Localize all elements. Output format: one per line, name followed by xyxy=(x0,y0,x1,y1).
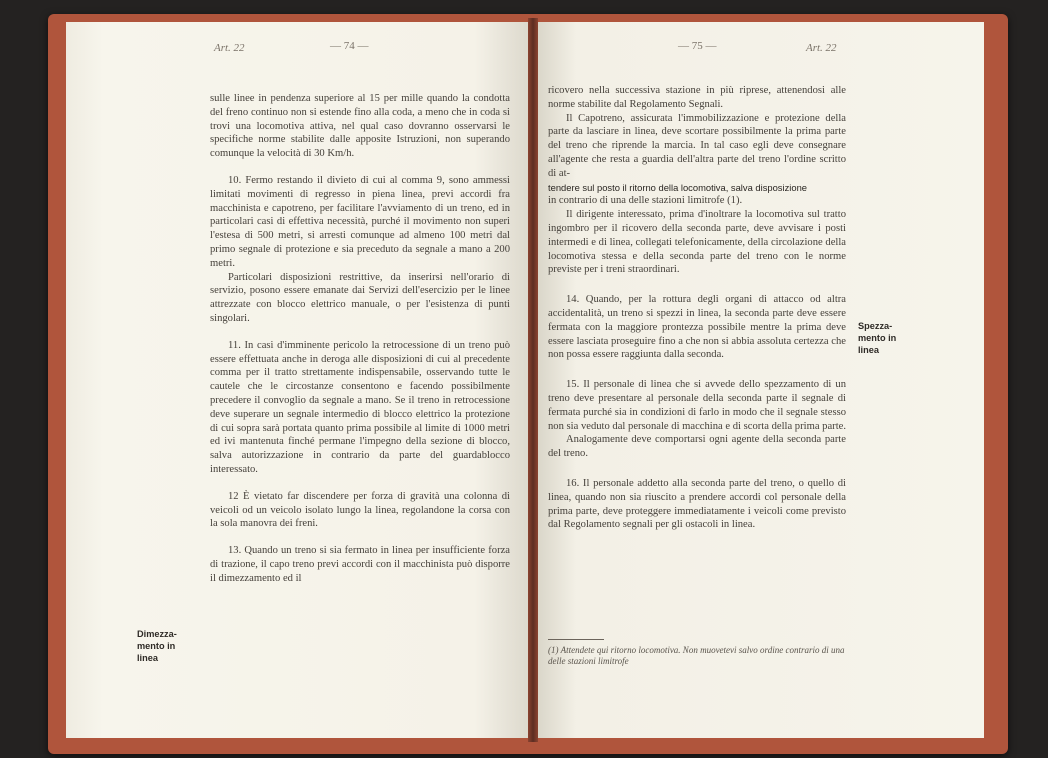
left-paragraph: sulle linee in pendenza superiore al 15 per mille quando la condotta del freno continuo non si estende fino alla coda, a meno che in coda si trovi una locomotiva attiva, nel qual caso dovranno osservarsi le specifiche norme stabilite dalle apposite Istruzioni, non superando comunque la velocità di 30 Km/h. xyxy=(210,93,510,160)
left-paragraph: 11. In casi d'imminente pericolo la retrocessione di un treno può essere effettuata anche in deroga alle disposizioni di cui al precedente comma per il tratto strettamente indispensabile, osservando tutte le cautele che le circostanze consentono e facendo possibilmente precedere il convoglio da segnale a mano. Se il treno in retrocessione deve superare un segnale intermedio di blocco elettrico la protezione di cui sopra sarà portata quanto prima possibile al limite di 1000 metri ed ivi mantenuta finché permane l'impegno della sezione di blocco, salva autorizzazione in contrario da parte del guardablocco interessato. xyxy=(210,339,510,475)
left-text-block xyxy=(210,92,510,586)
footnote: (1) Attendete qui ritorno locomotiva. Non muovetevi salvo ordine contrario di una delle stazioni limitrofe xyxy=(548,645,845,666)
right-margin-note: Spezza- mento in linea xyxy=(858,321,897,355)
footnote-rule xyxy=(548,639,604,640)
right-paragraph-typed-line: tendere sul posto il ritorno della locomotiva, salva disposizione xyxy=(548,181,807,193)
right-paragraph: ricovero nella successiva stazione in più riprese, attenendosi alle norme stabilite dal Regolamento Segnali. xyxy=(548,85,846,110)
right-running-head: Art. 22 xyxy=(806,42,837,54)
left-paragraph: 10. Fermo restando il divieto di cui al comma 9, sono ammessi limitati movimenti di regresso in piena linea, previ accordi fra macchinista e capotreno, per facilitare l'avviamento di un treno, ed in particolari casi di effettiva necessità, purché il movimento non superi l'estesa di 500 metri, si arresti comunque ad almeno 100 metri dal primo segnale di protezione e sia preceduto da segnale a mano a 200 metri. xyxy=(210,174,510,269)
right-paragraph: in contrario di una delle stazioni limitrofe (1). xyxy=(548,195,743,207)
left-paragraph: 12 È vietato far discendere per forza di gravità una colonna di veicoli od un veicolo isolato lungo la linea, regolandone la corsa con la sola manovra dei freni. xyxy=(210,490,510,530)
right-paragraph: Il Capotreno, assicurata l'immobilizzazione e protezione della parte da lasciare in linea, deve scortare possibilmente la prima parte del treno che riprende la marcia. In tal caso egli deve consegnare all'agente che resta a guardia dell'altra parte del treno l'ordine scritto di at- xyxy=(548,112,846,179)
right-paragraph: 15. Il personale di linea che si avvede dello spezzamento di un treno deve presentare al personale della seconda parte il segnale di fermata purché sia in condizioni di farlo in modo che il segnale stesso non sia veduto dal personale di macchina e di scorta della prima parte. xyxy=(548,379,846,432)
left-page-number: — 74 — xyxy=(330,40,369,52)
left-margin-note: Dimezza- mento in linea xyxy=(137,629,177,663)
right-paragraph: Analogamente deve comportarsi ogni agente della seconda parte del treno. xyxy=(548,434,846,460)
right-paragraph: 16. Il personale addetto alla seconda parte del treno, o quello di linea, quando non sia riuscito a prendere accordi col personale della prima parte, deve proteggere immediatamente i veicoli come previsto dal Regolamento segnali per gli ostacoli in linea. xyxy=(548,477,846,531)
left-running-head: Art. 22 xyxy=(214,42,245,54)
right-paragraph: Il dirigente interessato, prima d'inoltrare la locomotiva sul tratto ingombro per il ricovero della seconda parte, deve avvisare i posti intermedi e di linea, collegati telefonicamente, della circolazione della locomotiva stessa e della seconda parte del treno con le norme previste per i treni straordinari. xyxy=(548,209,846,276)
right-paragraph: 14. Quando, per la rottura degli organi di attacco od altra accidentalità, un treno si spezzi in linea, la seconda parte deve essere fermata con la maggiore prontezza possibile mentre la prima deve essere lasciata proseguire fino a che non si abbia assoluta certezza che non possa essere raggiunta dalla seconda. xyxy=(548,294,846,361)
left-paragraph: 13. Quando un treno si sia fermato in linea per insufficiente forza di trazione, il capo treno previ accordi con il macchinista può disporre il dimezzamento ed il xyxy=(210,545,510,584)
right-text-block xyxy=(548,84,846,532)
left-paragraph: Particolari disposizioni restrittive, da inserirsi nell'orario di servizio, posono essere emanate dai Servizi dell'esercizio per le linee attrezzate con blocco elettrico manuale, o per l'esistenza di punti singolari. xyxy=(210,271,510,324)
right-page-number: — 75 — xyxy=(678,40,717,52)
book-gutter xyxy=(528,18,538,742)
